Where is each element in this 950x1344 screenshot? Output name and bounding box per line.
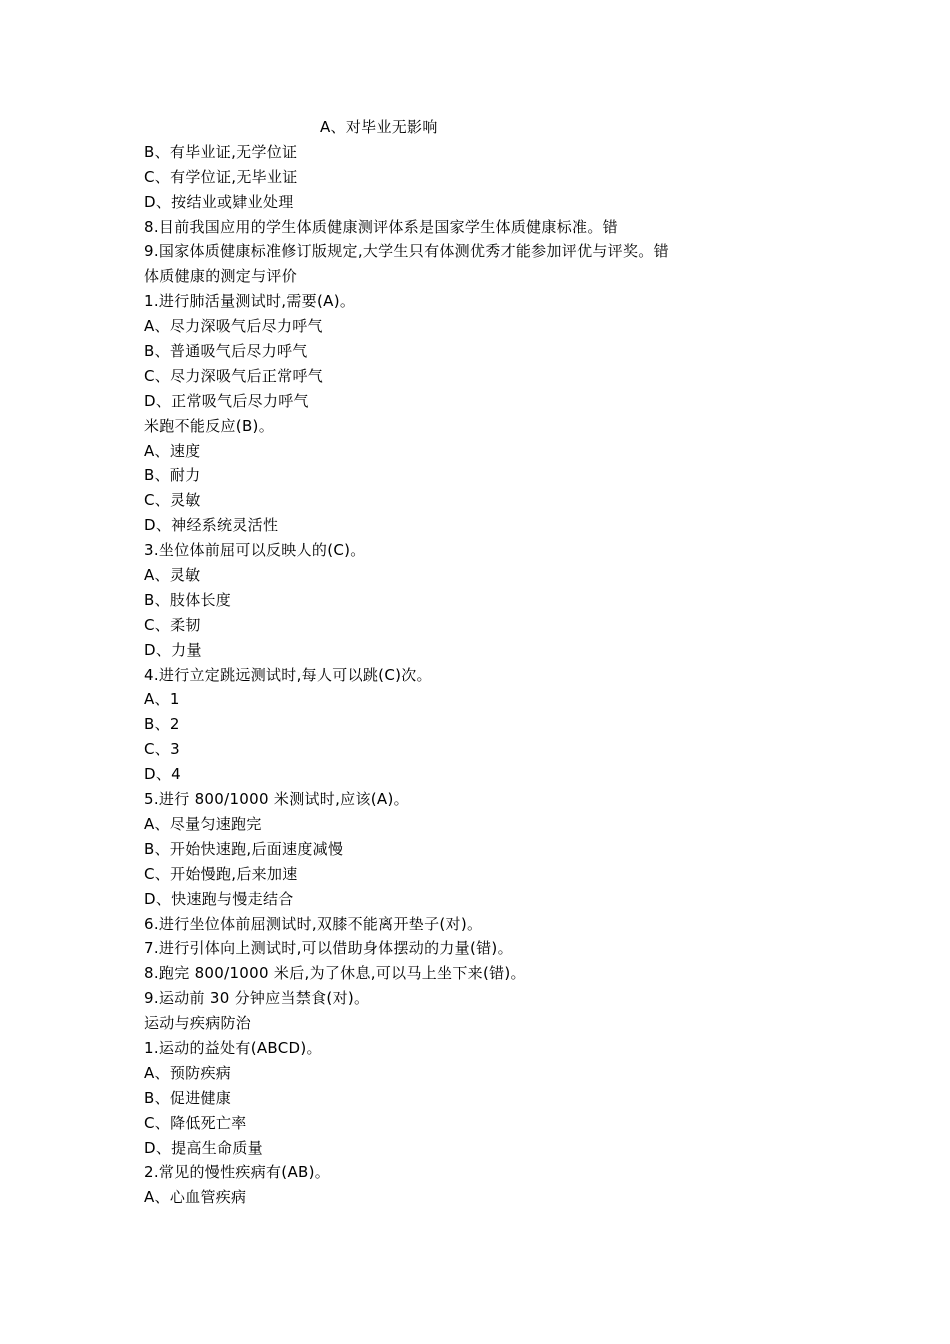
option-line: A、尽量匀速跑完 — [144, 814, 262, 833]
option-line: B、有毕业证,无学位证 — [144, 142, 298, 161]
section-heading: 体质健康的测定与评价 — [144, 267, 298, 286]
question-line: 9.运动前 30 分钟应当禁食(对)。 — [144, 989, 370, 1008]
question-line: 8.跑完 800/1000 米后,为了休息,可以马上坐下来(错)。 — [144, 964, 526, 983]
option-line: C、开始慢跑,后来加速 — [144, 864, 298, 883]
option-line: A、心血管疾病 — [144, 1188, 247, 1207]
option-line: B、耐力 — [144, 466, 201, 485]
document-body — [144, 115, 844, 1210]
option-line: D、提高生命质量 — [144, 1138, 263, 1157]
option-line: B、开始快速跑,后面速度减慢 — [144, 839, 344, 858]
option-line: C、降低死亡率 — [144, 1113, 247, 1132]
section-heading: 运动与疾病防治 — [144, 1014, 252, 1033]
option-line: B、促进健康 — [144, 1088, 232, 1107]
option-line: C、有学位证,无毕业证 — [144, 167, 298, 186]
option-line: D、力量 — [144, 640, 202, 659]
question-line: 1.进行肺活量测试时,需要(A)。 — [144, 292, 356, 311]
option-line: A、1 — [144, 690, 180, 709]
option-line: A、速度 — [144, 441, 201, 460]
option-line: A、尽力深吸气后尽力呼气 — [144, 317, 323, 336]
question-line: 8.目前我国应用的学生体质健康测评体系是国家学生体质健康标准。错 — [144, 217, 618, 236]
option-line: D、快速跑与慢走结合 — [144, 889, 294, 908]
question-line: 6.进行坐位体前屈测试时,双膝不能离开垫子(对)。 — [144, 914, 483, 933]
question-line: 5.进行 800/1000 米测试时,应该(A)。 — [144, 790, 409, 809]
question-line: 米跑不能反应(B)。 — [144, 416, 274, 435]
option-line: D、4 — [144, 765, 181, 784]
option-line: B、普通吸气后尽力呼气 — [144, 342, 308, 361]
option-line: A、预防疾病 — [144, 1063, 232, 1082]
option-line: C、灵敏 — [144, 491, 201, 510]
option-line: A、对毕业无影响 — [320, 118, 438, 136]
option-line: D、按结业或肄业处理 — [144, 192, 294, 211]
question-line: 3.坐位体前屈可以反映人的(C)。 — [144, 541, 366, 560]
option-line: A、灵敏 — [144, 566, 201, 585]
question-line: 4.进行立定跳远测试时,每人可以跳(C)次。 — [144, 665, 432, 684]
option-line: D、正常吸气后尽力呼气 — [144, 391, 309, 410]
question-line: 7.进行引体向上测试时,可以借助身体摆动的力量(错)。 — [144, 939, 513, 958]
option-line: C、3 — [144, 740, 180, 759]
question-line: 2.常见的慢性疾病有(AB)。 — [144, 1163, 331, 1182]
option-line: B、2 — [144, 715, 180, 734]
question-line: 1.运动的益处有(ABCD)。 — [144, 1038, 322, 1057]
option-line: C、柔韧 — [144, 615, 201, 634]
question-line: 9.国家体质健康标准修订版规定,大学生只有体测优秀才能参加评优与评奖。错 — [144, 242, 669, 261]
option-line: C、尽力深吸气后正常呼气 — [144, 366, 324, 385]
option-line: D、神经系统灵活性 — [144, 516, 279, 535]
option-line: B、肢体长度 — [144, 590, 232, 609]
